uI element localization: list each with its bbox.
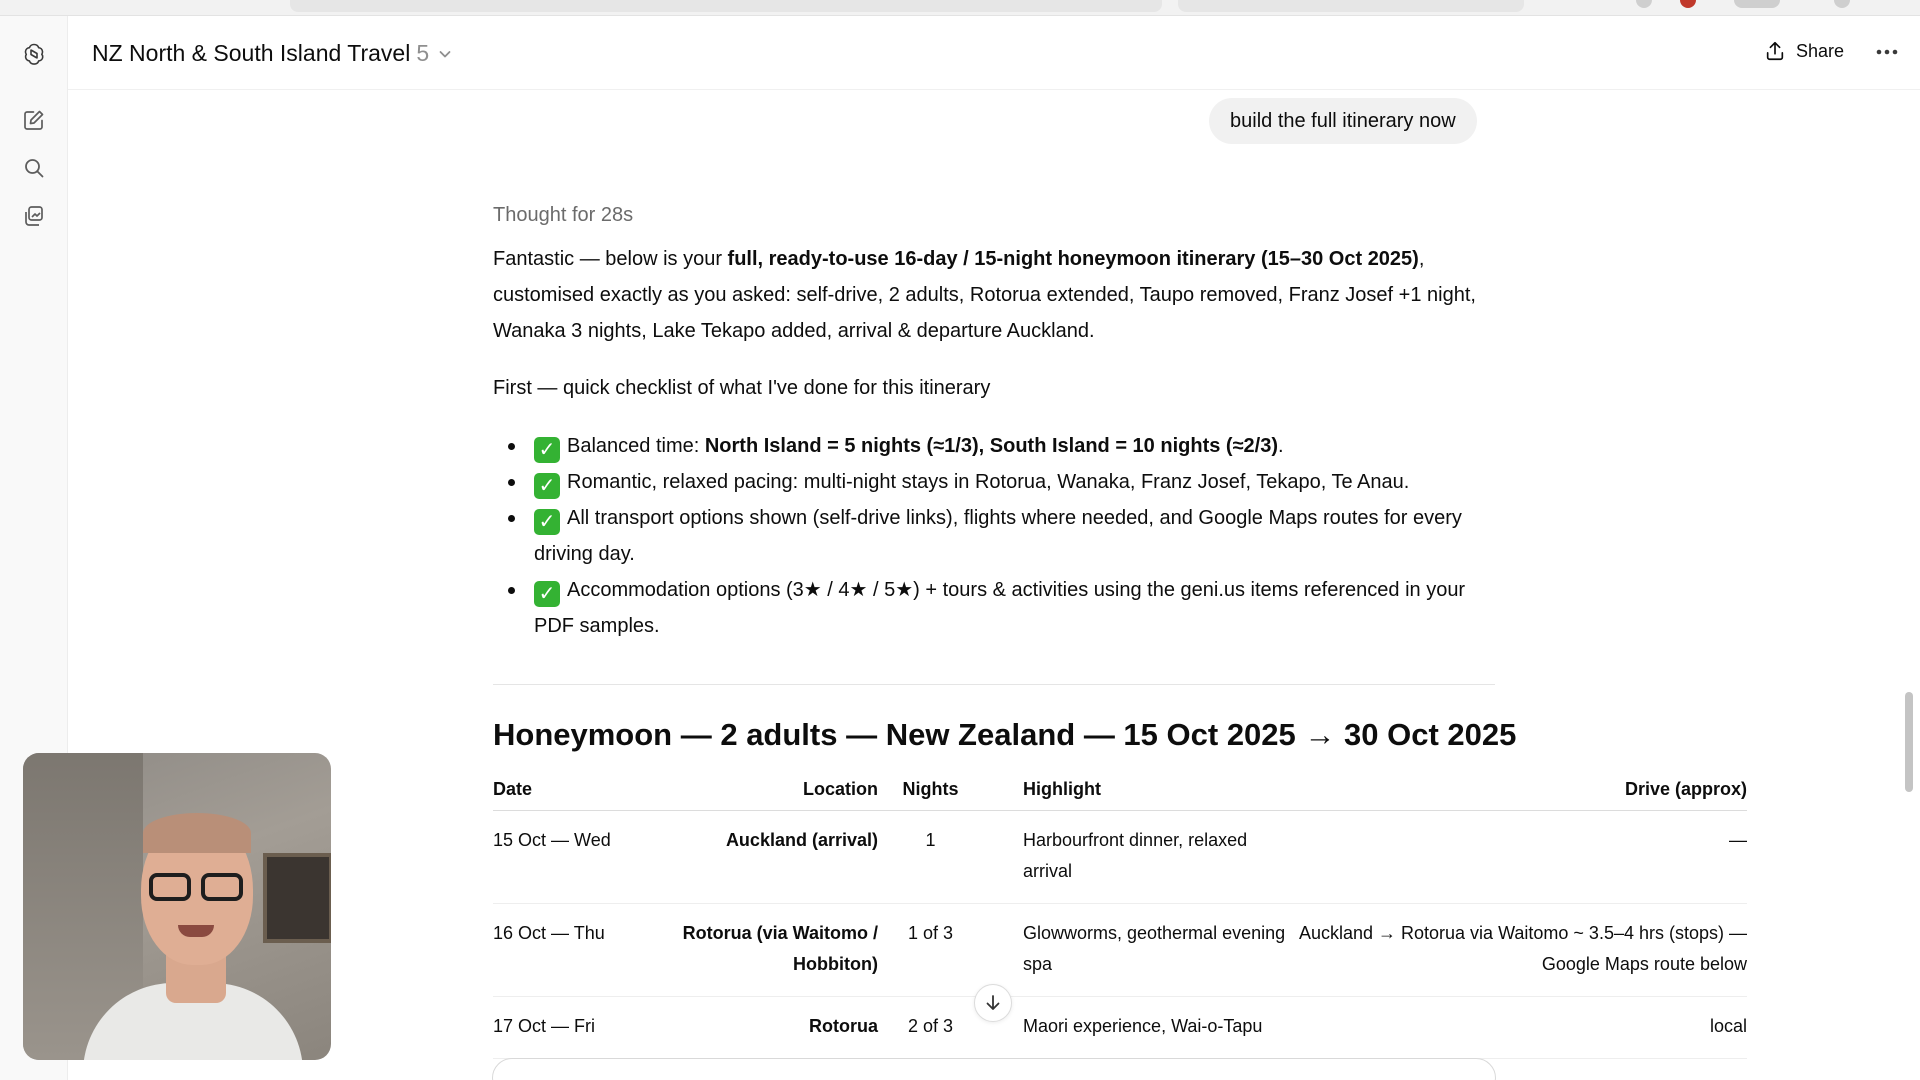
webcam-overlay	[23, 753, 331, 1060]
checkmark-icon: ✓	[534, 509, 560, 535]
list-item-text: Romantic, relaxed pacing: multi-night stays in Rotorua, Wanaka, Franz Josef, Tekapo, Te Anau.	[567, 471, 1410, 493]
arrow-down-icon	[983, 993, 1003, 1013]
cell-location: Auckland (arrival)	[628, 810, 878, 903]
cell-drive: —	[1293, 810, 1747, 903]
column-header-drive: Drive (approx)	[1293, 770, 1747, 810]
presenter-hair	[143, 813, 251, 853]
cell-nights: 2 of 3	[878, 996, 983, 1058]
extension-icon[interactable]	[1680, 0, 1696, 8]
list-item-text: Balanced time:	[567, 435, 705, 457]
share-icon	[1764, 40, 1786, 62]
list-item-bold: North Island = 5 nights (≈1/3), South Island = 10 nights (≈2/3)	[704, 435, 1279, 457]
table-row	[493, 903, 1747, 996]
chat-header	[68, 16, 1920, 90]
cell-highlight: Glowworms, geothermal evening spa	[983, 903, 1293, 996]
intro-lead: Fantastic — below is your	[493, 248, 728, 270]
scroll-to-bottom-button[interactable]	[974, 984, 1012, 1022]
checkmark-icon: ✓	[534, 473, 560, 499]
cell-nights: 1 of 3	[878, 903, 983, 996]
library-icon[interactable]	[18, 200, 50, 232]
share-button[interactable]	[1764, 40, 1844, 62]
section-divider	[493, 684, 1495, 685]
model-version-label: 5	[416, 40, 430, 66]
thought-duration-toggle[interactable]: Thought for 28s	[493, 204, 634, 226]
intro-paragraph	[493, 241, 1503, 349]
browser-search-bar[interactable]	[1178, 0, 1524, 12]
column-header-date: Date	[493, 770, 628, 810]
list-item-text: Accommodation options (3★ / 4★ / 5★) + tours & activities using the geni.us items referenced in your PDF samples.	[534, 579, 1466, 637]
table-header-row	[493, 770, 1747, 810]
chat-title: NZ North & South Island Travel	[92, 40, 411, 66]
profile-icon[interactable]	[1734, 0, 1780, 8]
cell-date: 17 Oct — Fri	[493, 996, 628, 1058]
share-label: Share	[1796, 40, 1845, 61]
table-row	[493, 996, 1747, 1058]
cell-date: 15 Oct — Wed	[493, 810, 628, 903]
address-bar[interactable]	[290, 0, 1162, 12]
intro-rest: , customised exactly as you asked: self-drive, 2 adults, Rotorua extended, Taupo removed, Franz Josef +1 night, Wanaka 3 nights, Lake Tekapo added, arrival & departure Auckland.	[493, 248, 1476, 342]
checkmark-icon: ✓	[534, 437, 560, 463]
search-icon[interactable]	[18, 152, 50, 184]
intro-bold: full, ready-to-use 16-day / 15-night honeymoon itinerary (15–30 Oct 2025)	[727, 248, 1419, 270]
list-item	[493, 500, 1503, 572]
list-item	[493, 428, 1503, 464]
ellipsis-icon	[1876, 49, 1898, 55]
cell-drive: Auckland → Rotorua via Waitomo ~ 3.5–4 hrs (stops) — Google Maps route below	[1293, 903, 1747, 996]
cell-nights: 1	[878, 810, 983, 903]
checklist	[493, 428, 1503, 644]
scrollbar[interactable]	[1905, 692, 1913, 792]
browser-toolbar	[0, 0, 1920, 16]
user-message-bubble: build the full itinerary now	[1209, 98, 1477, 144]
column-header-highlight: Highlight	[983, 770, 1293, 810]
list-item	[493, 572, 1503, 644]
list-item-text: .	[1278, 435, 1284, 457]
column-header-nights: Nights	[878, 770, 983, 810]
list-item	[493, 464, 1503, 500]
webcam-picture-frame	[263, 853, 331, 943]
list-item-text: All transport options shown (self-drive links), flights where needed, and Google Maps routes for every driving day.	[534, 507, 1462, 565]
extension-icon[interactable]	[1636, 0, 1652, 8]
message-composer[interactable]	[492, 1058, 1496, 1080]
cell-location: Rotorua	[628, 996, 878, 1058]
itinerary-heading: Honeymoon — 2 adults — New Zealand — 15 Oct 2025 → 30 Oct 2025	[493, 717, 1517, 752]
cell-date: 16 Oct — Thu	[493, 903, 628, 996]
new-chat-icon[interactable]	[18, 104, 50, 136]
column-header-location: Location	[628, 770, 878, 810]
tab-overview-icon[interactable]	[1834, 0, 1850, 8]
app-logo-icon[interactable]	[18, 38, 50, 70]
presenter-glasses	[147, 873, 247, 903]
checkmark-icon: ✓	[534, 581, 560, 607]
more-options-button[interactable]	[1872, 40, 1902, 64]
chevron-down-icon	[437, 46, 453, 62]
cell-drive: local	[1293, 996, 1747, 1058]
itinerary-table	[493, 770, 1747, 1059]
table-row	[493, 810, 1747, 903]
cell-location: Rotorua (via Waitomo / Hobbiton)	[628, 903, 878, 996]
cell-highlight: Maori experience, Wai-o-Tapu	[983, 996, 1293, 1058]
cell-highlight: Harbourfront dinner, relaxed arrival	[983, 810, 1293, 903]
chat-title-dropdown[interactable]	[92, 40, 453, 67]
checklist-heading: First — quick checklist of what I've done for this itinerary	[493, 377, 991, 399]
